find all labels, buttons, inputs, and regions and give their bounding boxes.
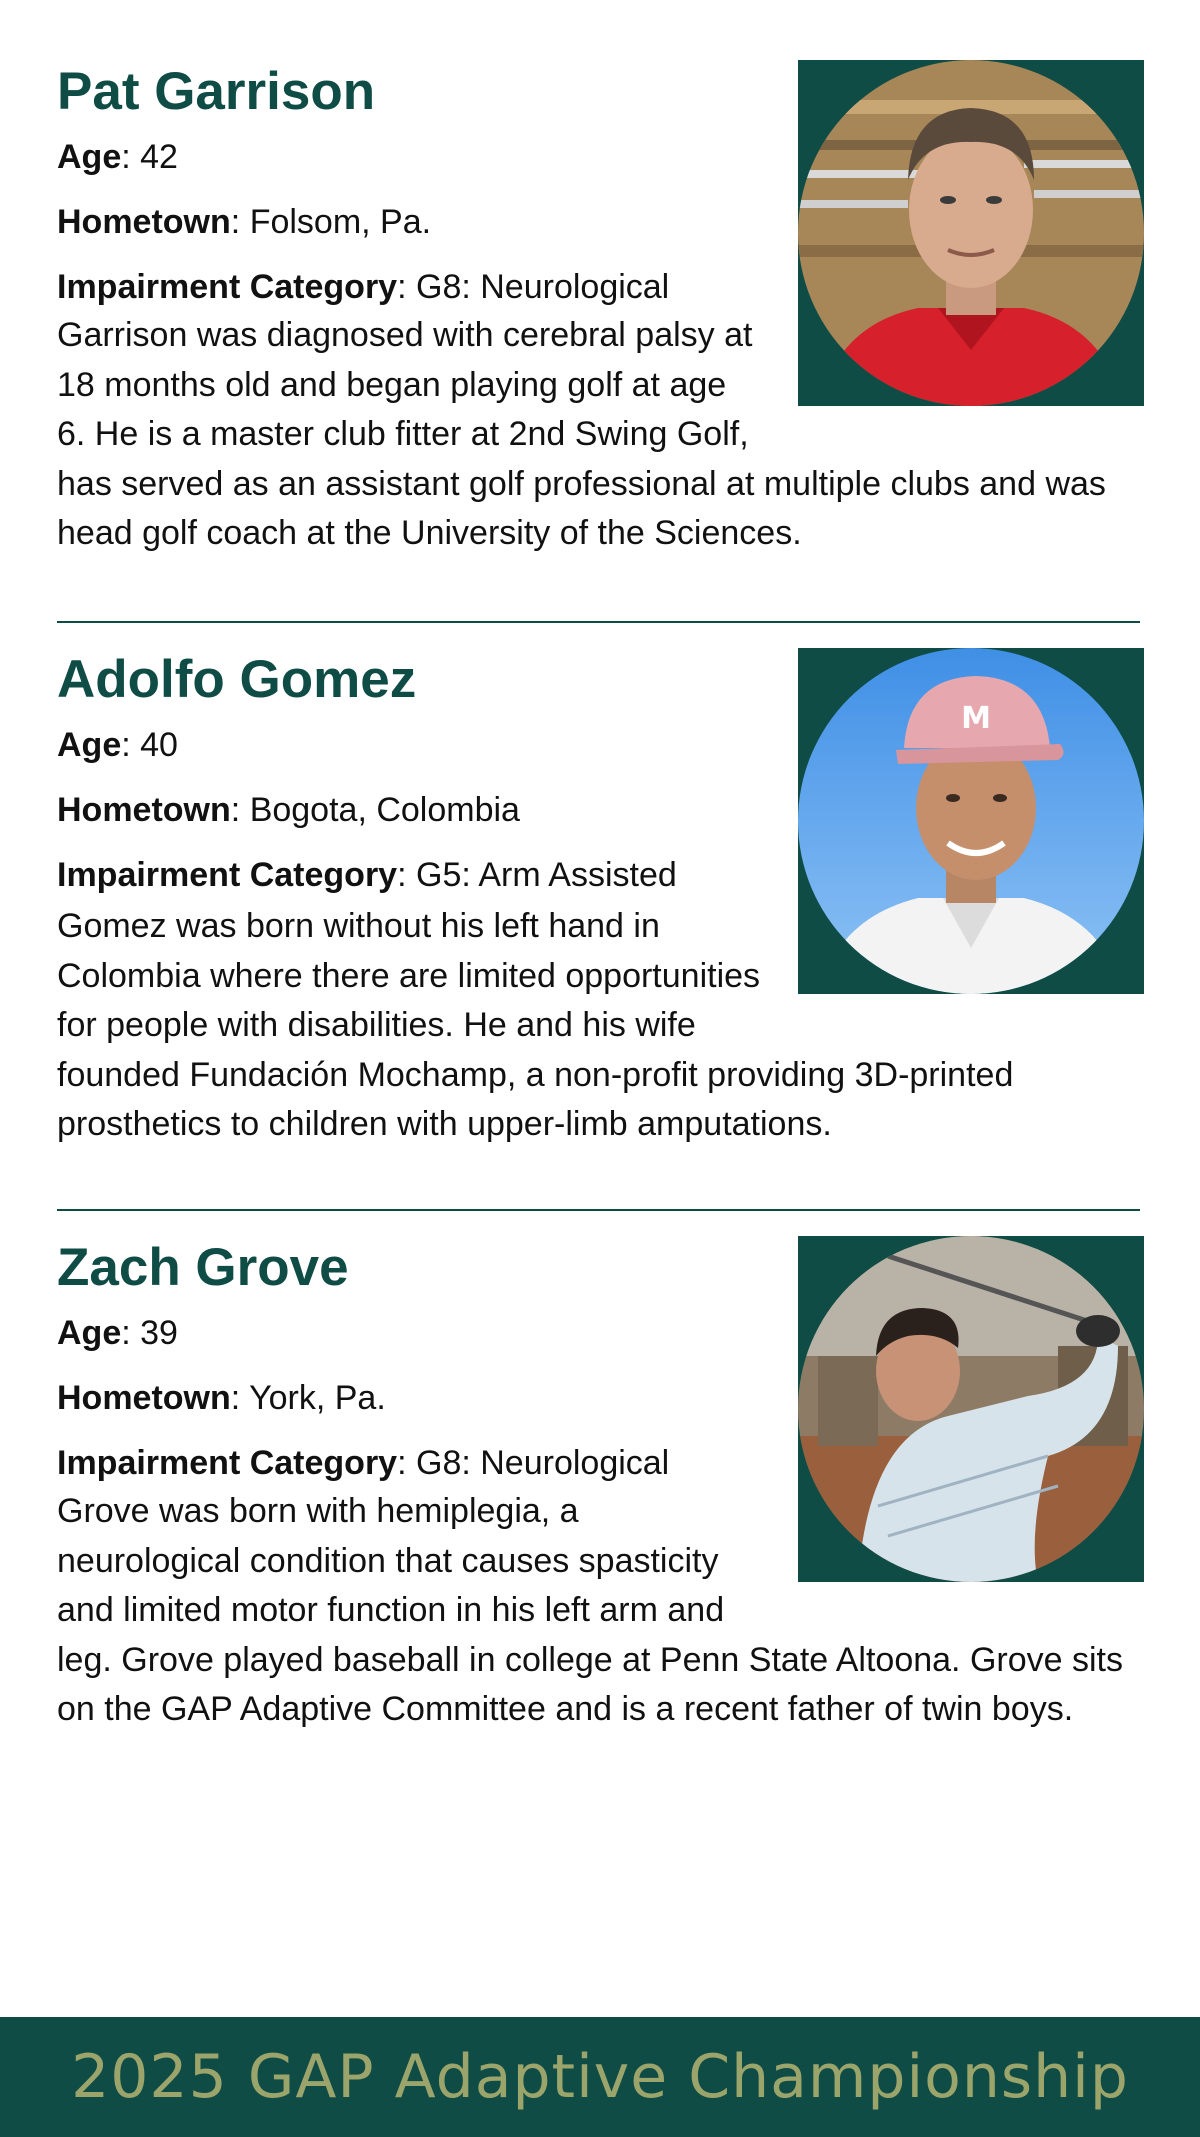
section-divider: [57, 1209, 1140, 1211]
profile-photo-frame: [798, 648, 1144, 994]
portrait-zach-grove: [798, 1236, 1144, 1582]
impairment-row: Impairment Category: G8: Neurological: [57, 268, 670, 307]
hometown-value: Folsom, Pa.: [249, 203, 432, 242]
age-row: Age: 42: [57, 138, 178, 177]
profile-pat-garrison: [57, 62, 1142, 559]
portrait-adolfo-gomez: [798, 648, 1144, 994]
age-row: Age: 40: [57, 726, 178, 765]
impairment-value: G8: Neurological: [416, 1444, 670, 1483]
hometown-label: Hometown: [57, 1379, 231, 1418]
age-value: 40: [140, 726, 178, 765]
portrait-pat-garrison: [798, 60, 1144, 406]
age-label: Age: [57, 138, 122, 177]
age-value: 42: [140, 138, 178, 177]
hometown-row: Hometown: York, Pa.: [57, 1379, 386, 1418]
age-row: Age: 39: [57, 1314, 178, 1353]
hometown-row: Hometown: Folsom, Pa.: [57, 203, 432, 242]
impairment-label: Impairment Category: [57, 268, 398, 307]
hometown-row: Hometown: Bogota, Colombia: [57, 791, 520, 830]
impairment-row: Impairment Category: G8: Neurological: [57, 1444, 670, 1483]
hometown-label: Hometown: [57, 791, 231, 830]
profile-name: Pat Garrison: [57, 62, 376, 121]
impairment-row: Impairment Category: G5: Arm Assisted: [57, 856, 677, 895]
age-value: 39: [140, 1314, 178, 1353]
profile-photo-frame: [798, 1236, 1144, 1582]
profile-bio: Grove was born with hemiplegia, a neurological condition that causes spasticity and limited motor function in his left arm and leg. Grove played baseball in college at Penn State Altoona. Grove sits on the GAP Adaptive Committee and is a recent father of twin boys.: [57, 1492, 1123, 1729]
portrait-photo: [798, 60, 1144, 406]
profile-bio: Garrison was diagnosed with cerebral palsy at 18 months old and began playing golf at age 6. He is a master club fitter at 2nd Swing Golf, has served as an assistant golf professional at multiple clubs and was head golf coach at the University of the Sciences.: [57, 316, 1106, 553]
profile-photo-frame: [798, 60, 1144, 406]
portrait-photo: [798, 648, 1144, 994]
age-label: Age: [57, 1314, 122, 1353]
impairment-label: Impairment Category: [57, 856, 398, 895]
impairment-value: G5: Arm Assisted: [416, 856, 677, 895]
impairment-value: G8: Neurological: [416, 268, 670, 307]
footer-title: 2025 GAP Adaptive Championship: [71, 2042, 1129, 2112]
profile-adolfo-gomez: [57, 650, 1142, 1150]
hometown-value: York, Pa.: [249, 1379, 386, 1418]
profile-name: Adolfo Gomez: [57, 650, 417, 709]
age-label: Age: [57, 726, 122, 765]
profile-zach-grove: [57, 1238, 1142, 1735]
svg-text:M: M: [961, 701, 991, 736]
impairment-label: Impairment Category: [57, 1444, 398, 1483]
section-divider: [57, 621, 1140, 623]
hometown-value: Bogota, Colombia: [249, 791, 520, 830]
portrait-photo: [798, 1236, 1144, 1582]
profile-bio: Gomez was born without his left hand in Colombia where there are limited opportunities for people with disabilities. He and his wife founded Fundación Mochamp, a non-profit providing 3D-printed prosthetics to children with upper-limb amputations.: [57, 907, 1014, 1144]
hometown-label: Hometown: [57, 203, 231, 242]
profile-name: Zach Grove: [57, 1238, 349, 1297]
footer-banner: [0, 2017, 1200, 2137]
